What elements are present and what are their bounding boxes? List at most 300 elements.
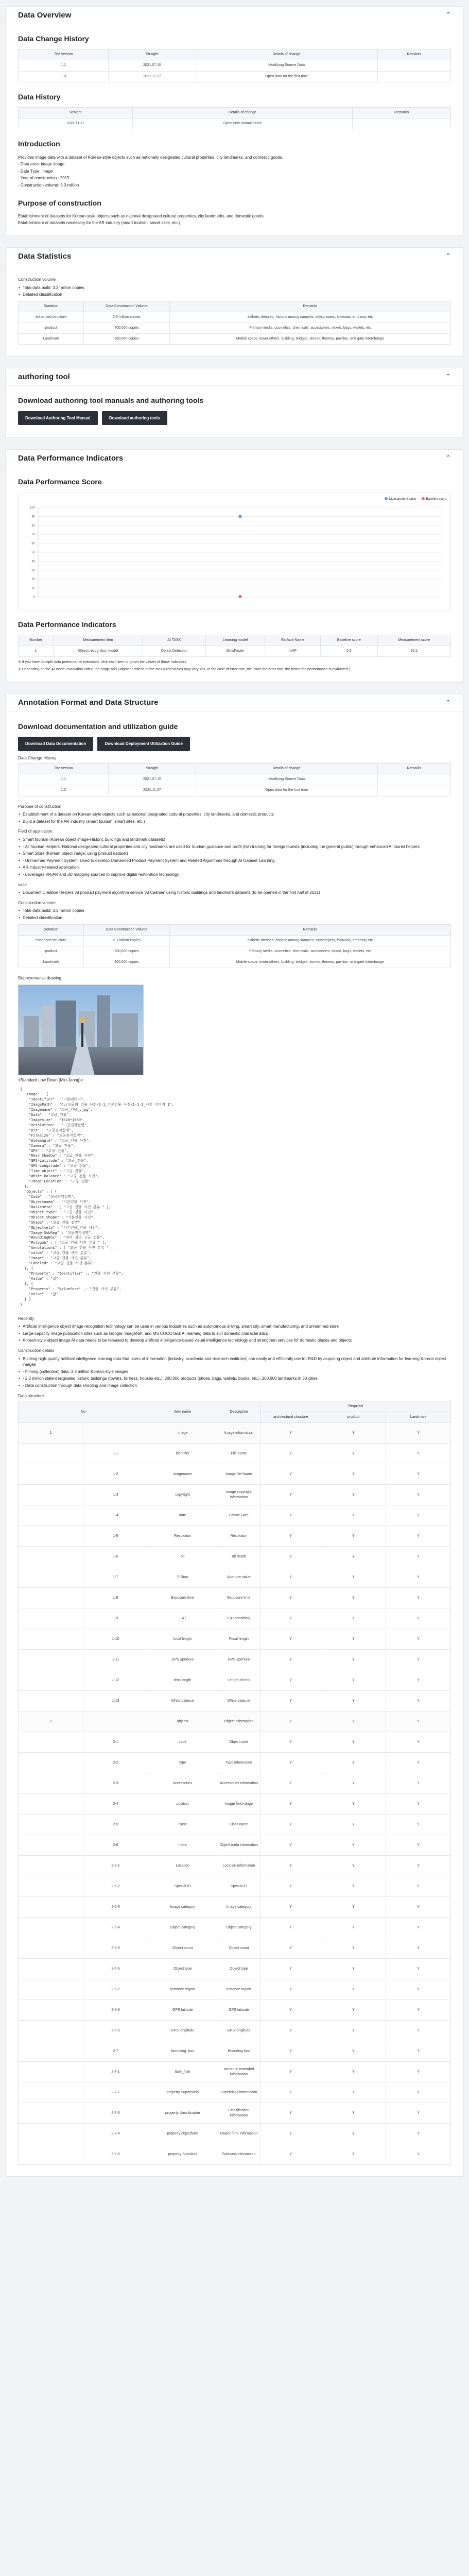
table-cell: Y — [321, 1547, 386, 1567]
y-tick-label: 50 — [31, 551, 35, 555]
table-row — [19, 2124, 451, 2144]
chevron-up-icon[interactable]: ⌃ — [445, 454, 451, 462]
table-cell: Y — [386, 1856, 450, 1876]
table-row — [19, 1773, 451, 1794]
table-row — [19, 2000, 451, 2021]
table-cell: 2-1 — [83, 1732, 148, 1753]
construction-details-list — [18, 1356, 451, 1389]
list-item: • Artificial intelligence object image recognition technology can be used in various industries such as autonomous driving, smart city, smart manufacturing, and unmanned store — [18, 1324, 451, 1330]
recently-list — [18, 1324, 451, 1344]
table-row — [19, 957, 451, 968]
table-cell: Y — [386, 1547, 450, 1567]
table-row — [19, 1670, 451, 1691]
baseline-point[interactable] — [238, 595, 241, 598]
purpose-text — [18, 213, 451, 226]
table-cell: Y — [260, 2041, 321, 2062]
table-cell: Y — [321, 2062, 386, 2082]
table-cell: 2-7 — [83, 2041, 148, 2062]
table-cell: Y — [321, 1608, 386, 1629]
list-item: Establishment of datasets necessary for the AR industry (smart tourism, smart sites, etc.) — [18, 221, 180, 226]
table-cell: enhanced structure — [19, 935, 84, 946]
table-header: Straight — [109, 764, 196, 774]
table-cell: Y — [386, 1485, 450, 1505]
struct-head-no: No — [19, 1401, 148, 1423]
list-item: • Building high-quality artificial intelligence learning data that users of information (industry, academia and research institutes) can easily and efficiently use for R&D by acquiring object and attribute information for learning Korean object images — [18, 1356, 451, 1368]
table-cell: Y — [260, 1773, 321, 1794]
annotation-header[interactable] — [6, 694, 463, 712]
table-cell — [19, 1835, 83, 1856]
table-cell: Y — [321, 1691, 386, 1711]
authoring-tool-card — [5, 368, 464, 438]
construction-volume-list — [18, 285, 451, 298]
data-statistics-header[interactable] — [6, 248, 463, 265]
table-cell: Object code — [217, 1732, 260, 1753]
table-cell — [19, 2041, 83, 2062]
table-cell: Y — [321, 2041, 386, 2062]
y-tick-label: 10 — [31, 587, 35, 590]
table-cell: 1 — [19, 1423, 83, 1444]
table-cell: 2.3 million copies — [84, 935, 170, 946]
table-cell: Y — [321, 1753, 386, 1773]
table-cell: Y — [260, 1732, 321, 1753]
table-cell: GPS aperture — [148, 1650, 217, 1670]
table-cell: 2-7-1 — [83, 2062, 148, 2082]
table-cell: Y — [260, 1464, 321, 1485]
list-item: • Detailed classification — [18, 292, 451, 298]
table-cell: Y — [321, 1897, 386, 1918]
list-item: - Data area: image image — [18, 162, 65, 167]
table-cell: 0.6 — [321, 646, 377, 657]
table-cell: Y — [386, 2124, 450, 2144]
an-volume-list — [18, 908, 451, 921]
table-cell — [19, 1608, 83, 1629]
table-cell — [19, 1815, 83, 1835]
data-overview-header[interactable] — [6, 7, 463, 24]
table-cell: Y — [260, 2103, 321, 2124]
table-row — [19, 1629, 451, 1650]
table-cell: meta — [148, 1835, 217, 1856]
table-cell: 1-3 — [83, 1485, 148, 1505]
table-cell: Y — [321, 2103, 386, 2124]
table-cell — [19, 1444, 83, 1464]
table-cell: property Superclass — [148, 2082, 217, 2103]
table-cell: Y — [386, 1897, 450, 1918]
table-cell: property Subclass — [148, 2144, 217, 2165]
an-purpose-list — [18, 811, 451, 824]
table-cell: Y — [321, 1526, 386, 1547]
table-cell: 2-6 — [83, 1835, 148, 1856]
table-cell: 2022.11.11 — [19, 118, 133, 129]
table-cell: property classification — [148, 2103, 217, 2124]
table-cell: Y — [260, 2000, 321, 2021]
table-cell: Length of lens — [217, 1670, 260, 1691]
chevron-up-icon[interactable]: ⌃ — [445, 252, 451, 260]
chevron-up-icon[interactable]: ⌃ — [445, 372, 451, 381]
table-cell: Y — [386, 1670, 450, 1691]
table-cell: Object count — [148, 1938, 217, 1959]
table-cell: Y — [386, 1505, 450, 1526]
table-cell: 2021.07.15 — [109, 60, 196, 71]
table-header: Details of change — [196, 764, 377, 774]
table-cell: 300,000 copies — [84, 334, 170, 345]
table-cell: 2-6-4 — [83, 1918, 148, 1938]
table-cell: Y — [321, 1732, 386, 1753]
performance-table-title: Data Performance Indicators — [18, 620, 116, 629]
data-structure-label: Data structure — [18, 1393, 44, 1398]
table-row — [19, 312, 451, 323]
table-cell: Object Detection — [143, 646, 205, 657]
table-cell: Y — [321, 2082, 386, 2103]
data-history-title: Data History — [18, 92, 61, 101]
table-cell: Y — [260, 1588, 321, 1608]
table-row — [19, 1835, 451, 1856]
table-cell: Y — [386, 1567, 450, 1588]
table-cell: Y — [386, 1918, 450, 1938]
download-documentation-button[interactable]: Download Data Documentation — [18, 737, 93, 751]
table-cell — [19, 1691, 83, 1711]
table-cell: Y — [321, 1464, 386, 1485]
table-header: Remarks — [353, 108, 451, 118]
performance-chart-svg — [23, 502, 448, 605]
table-cell: 1-4 — [83, 1505, 148, 1526]
table-cell: Y — [386, 1711, 450, 1732]
table-cell: 700,000 copies — [84, 323, 170, 334]
table-cell: Y — [386, 1876, 450, 1897]
table-cell: GPS longitude — [217, 2021, 260, 2041]
table-cell: White balance — [148, 1691, 217, 1711]
table-cell: Y — [321, 1856, 386, 1876]
json-sample: { "Image" : { "Identifier" : "기본데이터", "ImagePath" : "C:/고궁의 건물 사진/1-1_기본건물 사진/1-1-1_사진 이미지 1", "Imagename" : "고궁_건물_.jpg", "Date" : "고궁_건물", "Imagesize" : "1920*1080", "Resolution" : "고궁전각설명", "Bit" : "고궁전각설명", "Filesize" : "고궁전각설명", "Wideangle" : "고궁_건물 사진", "Camera" : "고궁 건물", "GPS" : "고궁 건물", "Rear Shadow" : "고궁_건물 사진", "GPS-Latitude" : "고궁_건물", "GPS-Longitude" : "고궁 건물", "Time object" : "고궁 건물", "White Balance" : "고궁_건물 사진", "Image-Location" : "고궁 건물" }, "Objects" : [ { "Code" : "고궁전각설명", "Objectname" : "기본건물 사진", "Basicmeta" : [ "고궁 건물 사진 분류 " ], "Object-type" : "고궁_건물 사진", "Object-Shape" : "기본건물 사진", "Shape" : "고궁 건물 설명", "Objectmeta" : "기본건물_건물 사진", "Image-SubSeg" : "고궁전각설명", "BoundingBox" : "전각 설명 고궁 건물", "Polygon" : [ "고궁 건물 사진 분류 " ], "Annotations" : [ "고궁 건물 사진 분류 " ], "value" : "고궁 건물 사진 분류", "Image" : "고궁 건물 사진 분류", "Labeled" : "고궁 건물 사진 분류" }, { "Property" : "Identifier" ,: "건물 사진 분류", "Value" : "값" }, { "Property" : "Valuefore" ,: "건물 사진 분류", "Value" : "값" } ] } — [18, 1086, 451, 1311]
table-cell — [19, 2144, 83, 2165]
table-cell: 2-7-2 — [83, 2082, 148, 2103]
table-cell: Y — [321, 1567, 386, 1588]
table-cell: Y — [321, 1773, 386, 1794]
table-header: The version — [19, 49, 109, 60]
list-item: • Smart Store (Korean object image: using product dataset) — [18, 851, 451, 857]
y-tick-label: 100 — [29, 506, 35, 510]
list-item: Provides image data with a dataset of Korean-style objects such as nationally designated cultural properties, city landmarks, and domestic goods. — [18, 155, 283, 160]
download-manual-button[interactable]: Download Authoring Tool Manual — [18, 411, 98, 426]
table-cell: Object form information — [217, 2124, 260, 2144]
table-cell — [19, 1856, 83, 1876]
table-cell: position — [148, 1794, 217, 1815]
table-cell: Superclass information — [217, 2082, 260, 2103]
table-cell: Y — [321, 1835, 386, 1856]
table-row — [19, 1608, 451, 1629]
table-cell: Y — [321, 2124, 386, 2144]
table-cell: Y — [260, 1608, 321, 1629]
rep-drawing-label: Representative drawing — [18, 976, 62, 981]
table-cell — [19, 1629, 83, 1650]
table-row — [19, 1691, 451, 1711]
table-header: Remarks — [377, 49, 450, 60]
table-row — [19, 334, 451, 345]
table-cell: Y — [321, 2144, 386, 2165]
table-cell: Accessories information — [217, 1773, 260, 1794]
table-row — [19, 1567, 451, 1588]
table-cell: 1-7 — [83, 1567, 148, 1588]
table-cell — [19, 1918, 83, 1938]
table-row — [19, 785, 451, 796]
table-cell: Y — [260, 1876, 321, 1897]
table-cell: Y — [260, 1567, 321, 1588]
table-cell: 2-6-5 — [83, 1938, 148, 1959]
table-cell: Instance region — [148, 1979, 217, 2000]
table-row — [19, 71, 451, 82]
table-cell: Y — [321, 1815, 386, 1835]
table-header: Learning model — [205, 635, 265, 646]
list-item: • - Unmanned Payment System: Used to develop Unmanned Product Payment System and Related Algorithms through AI Dataset Learning — [18, 858, 451, 864]
table-header: AI TASK — [143, 635, 205, 646]
table-cell: Y — [386, 1794, 450, 1815]
table-cell: Bounding box — [217, 2041, 260, 2062]
annotation-title: Annotation Format and Data Structure — [18, 698, 159, 707]
chevron-up-icon[interactable]: ⌃ — [445, 698, 451, 706]
table-cell: imagename — [148, 1464, 217, 1485]
table-cell: 2-7-4 — [83, 2124, 148, 2144]
table-row — [19, 1794, 451, 1815]
table-cell: semantic extended information — [217, 2062, 260, 2082]
field-label: Field of application — [18, 829, 53, 834]
table-cell: Image category — [217, 1897, 260, 1918]
table-cell: Primary media, cosmetics, chemicals, accessories, mixed, bugs, wallets, etc — [169, 323, 450, 334]
table-cell: 2-6-7 — [83, 1979, 148, 2000]
table-cell: Object information — [217, 1711, 260, 1732]
download-tools-button[interactable]: Download authoring tools — [102, 411, 167, 426]
table-cell: Y — [260, 1753, 321, 1773]
table-cell: Resolution — [148, 1526, 217, 1547]
table-cell: copyright — [148, 1485, 217, 1505]
table-row — [19, 1547, 451, 1567]
list-item: - Data Type: image — [18, 168, 53, 174]
list-item: • Korean-style object image AI data needs to be released to develop artificial intelligence-based visual intelligence technology and strengthen services for domestic places and objects — [18, 1337, 451, 1344]
table-cell: Y — [386, 1938, 450, 1959]
table-cell: Y — [321, 1918, 386, 1938]
table-cell: Y — [386, 1691, 450, 1711]
table-cell: Y — [260, 1444, 321, 1464]
table-row — [19, 774, 451, 785]
table-cell: Aperture value — [217, 1567, 260, 1588]
table-cell: Y — [260, 1938, 321, 1959]
table-cell: identifier — [148, 1444, 217, 1464]
table-cell: Y — [260, 1526, 321, 1547]
table-cell: Mobile space, tower others, building, bridges, stones, themes, pavilion, and gate interchange — [169, 957, 450, 968]
table-cell: Classification information — [217, 2103, 260, 2124]
list-item: • - Filming (collection) data: 3.3 million Korean-style images — [18, 1369, 451, 1375]
table-cell: 2-6-2 — [83, 1876, 148, 1897]
authoring-tool-header[interactable] — [6, 368, 463, 386]
table-cell: 1.1 — [19, 774, 109, 785]
table-cell: 2021.11.27 — [109, 785, 196, 796]
table-cell: focal length — [148, 1629, 217, 1650]
table-header: The version — [19, 764, 109, 774]
table-cell: 2-6-6 — [83, 1959, 148, 1979]
table-row — [19, 1876, 451, 1897]
table-cell: Object category — [148, 1918, 217, 1938]
performance-header[interactable] — [6, 450, 463, 467]
table-cell: Y — [260, 1711, 321, 1732]
table-cell: Y — [260, 1547, 321, 1567]
table-row — [19, 1753, 451, 1773]
performance-table — [18, 635, 451, 657]
table-cell — [377, 785, 450, 796]
table-cell: Mobile space, tower others, building, bridges, stones, themes, pavilion, and gate interchange — [169, 334, 450, 345]
table-cell: 1.0 — [19, 785, 109, 796]
table-cell — [19, 2000, 83, 2021]
table-cell: accessories — [148, 1773, 217, 1794]
an-statistics-table — [18, 924, 451, 969]
legend-measured[interactable]: Measurement value — [385, 497, 416, 502]
legend-baseline[interactable]: Baseline score — [422, 497, 446, 502]
performance-card — [5, 449, 464, 682]
table-cell: Landmark — [19, 957, 84, 968]
table-cell: Subclass information — [217, 2144, 260, 2165]
table-row — [19, 1815, 451, 1835]
table-header: Straight — [109, 49, 196, 60]
y-tick-label: 90 — [31, 515, 35, 519]
table-header: Baseline score — [321, 635, 377, 646]
table-cell: Y — [321, 1444, 386, 1464]
table-cell: Y — [321, 1959, 386, 1979]
table-cell: 300,000 copies — [84, 957, 170, 968]
table-cell: White balance — [217, 1691, 260, 1711]
table-row — [19, 118, 451, 129]
table-cell: GPS latitude — [217, 2000, 260, 2021]
table-cell: Y — [386, 1464, 450, 1485]
table-header: Remarks — [169, 924, 450, 935]
table-cell: Y — [321, 2021, 386, 2041]
table-cell — [19, 1794, 83, 1815]
table-cell: Y — [321, 1711, 386, 1732]
construction-details-label: Construction details — [18, 1348, 55, 1353]
table-cell: Y — [260, 2062, 321, 2082]
table-cell: date — [148, 1505, 217, 1526]
table-cell: Image category — [148, 1897, 217, 1918]
table-cell: Y — [386, 2041, 450, 2062]
measured-point[interactable] — [238, 515, 241, 518]
list-item: • Detailed classification — [18, 915, 451, 921]
documentation-title: Download documentation and utilization guide — [18, 722, 178, 731]
table-row — [19, 1526, 451, 1547]
data-history-table — [18, 107, 451, 129]
table-row — [19, 1732, 451, 1753]
table-cell — [353, 118, 451, 129]
authoring-tool-title: authoring tool — [18, 372, 70, 382]
table-cell: Object meta information — [217, 1835, 260, 1856]
table-cell: 1-12 — [83, 1670, 148, 1691]
field-list — [18, 837, 451, 878]
table-cell: Y — [386, 1423, 450, 1444]
table-cell — [19, 1979, 83, 2000]
table-cell: 2.3 million copies — [84, 312, 170, 323]
rep-caption: <Standard Low Down (Min-Jeong)> — [18, 1077, 83, 1082]
table-header: Measurement item — [54, 635, 143, 646]
list-item: • Establishment of a dataset on Korean-style objects such as national designated cultural properties, city landmarks, and domestic products — [18, 811, 451, 818]
table-cell: ISO sensitivity — [217, 1608, 260, 1629]
table-cell: asthetic dressed, historic among samples, skyscrapers, formulas, embassy etc — [169, 935, 450, 946]
table-cell: Y — [386, 2144, 450, 2165]
table-cell: 2-6-3 — [83, 1897, 148, 1918]
table-cell: Object recognition model — [54, 646, 143, 657]
table-cell: GPS aperture — [217, 1650, 260, 1670]
table-cell: 1-1 — [83, 1444, 148, 1464]
table-cell: Y — [386, 2021, 450, 2041]
table-cell: Object category — [217, 1918, 260, 1938]
table-cell: Y — [260, 1918, 321, 1938]
y-tick-label: 70 — [31, 533, 35, 537]
table-cell: Location information — [217, 1856, 260, 1876]
performance-score-title: Data Performance Score — [18, 478, 102, 486]
chevron-up-icon[interactable]: ⌃ — [445, 11, 451, 19]
table-cell: Y — [260, 1485, 321, 1505]
table-cell: label_hair — [148, 2062, 217, 2082]
an-change-history-label: Data Change History — [18, 755, 57, 760]
list-item: Establishment of datasets for Korean-style objects such as national designated cultural properties, city landmarks, and domestic goods — [18, 213, 264, 218]
table-row — [19, 1444, 451, 1464]
table-cell — [19, 2021, 83, 2041]
table-cell: 1-5 — [83, 1526, 148, 1547]
representative-photo — [18, 985, 144, 1075]
list-item: • - Data construction through data shooting and image collection — [18, 1383, 451, 1389]
list-item: • Document Creation Helpers' AI product payment algorithm service 'AI Cashier' using historic buildings and landmark datasets (to be opened in the first half of 2021) — [18, 890, 451, 896]
table-cell: 2-2 — [83, 1753, 148, 1773]
table-cell — [377, 71, 450, 82]
an-purpose-label: Purpose of construction — [18, 804, 62, 809]
performance-chart — [18, 493, 451, 612]
table-cell: Y — [386, 1815, 450, 1835]
table-cell: File name — [217, 1444, 260, 1464]
download-guide-button[interactable]: Download Deployment Utilization Guide — [97, 737, 190, 751]
table-cell: objects — [148, 1711, 217, 1732]
table-cell: Y — [260, 1897, 321, 1918]
table-cell: Y — [321, 1670, 386, 1691]
data-overview-card — [5, 6, 464, 236]
data-structure-table — [18, 1401, 451, 2165]
table-header: Remarks — [169, 301, 450, 312]
struct-head-desc: Description — [217, 1401, 260, 1423]
table-cell: Type information — [217, 1753, 260, 1773]
table-cell: Y — [260, 1505, 321, 1526]
table-cell: Y — [321, 1876, 386, 1897]
data-statistics-title: Data Statistics — [18, 251, 72, 261]
y-tick-label: 80 — [31, 524, 35, 528]
table-row — [19, 2082, 451, 2103]
table-cell: 2-7-3 — [83, 2103, 148, 2124]
statistics-table — [18, 301, 451, 345]
table-cell: image — [148, 1423, 217, 1444]
table-cell: 2-3 — [83, 1773, 148, 1794]
table-cell: 700,000 copies — [84, 946, 170, 957]
table-cell: Y — [321, 1938, 386, 1959]
table-row — [19, 2062, 451, 2082]
table-header: Details of change — [196, 49, 377, 60]
table-cell: Y — [386, 1979, 450, 2000]
table-cell: Y — [386, 1835, 450, 1856]
table-cell: Y — [386, 1732, 450, 1753]
table-header: Details of change — [132, 108, 353, 118]
table-row — [19, 1959, 451, 1979]
table-cell: Object count — [217, 1938, 260, 1959]
table-cell: Open new annual dates — [132, 118, 353, 129]
table-cell: 90.1 — [377, 646, 451, 657]
table-row — [19, 1505, 451, 1526]
performance-note-1: ※ If you have multiple data performance indicators, click each item to graph the values of those indicators. — [18, 660, 187, 665]
table-row — [19, 1485, 451, 1505]
table-cell: Y — [321, 1588, 386, 1608]
list-item: - Year of construction : 2019 — [18, 176, 70, 181]
list-item: • Total data build: 3.3 million copies — [18, 285, 451, 291]
list-item: • Large-capacity image publication sites such as Google, ImageNet, and MS COCO lack AI learning data to suit domestic characteristics — [18, 1331, 451, 1337]
